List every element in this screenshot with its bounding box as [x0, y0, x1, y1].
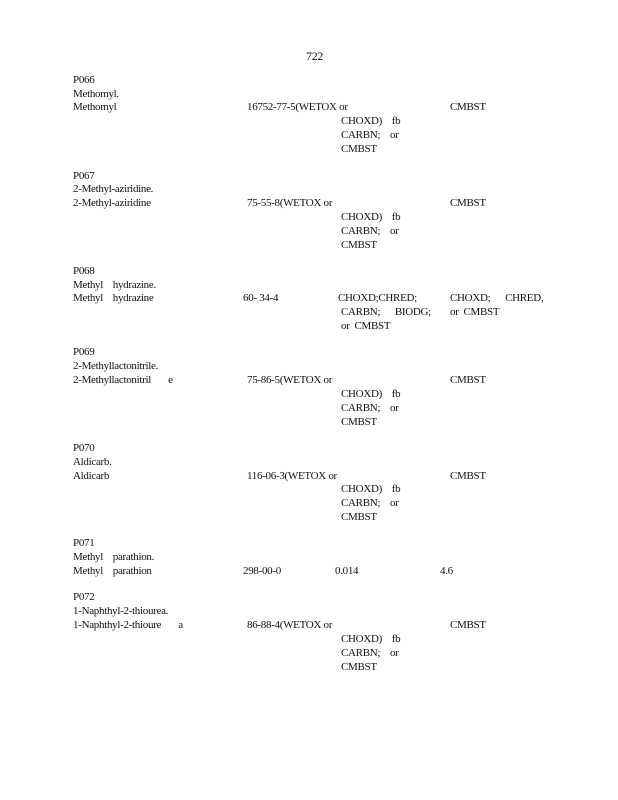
waste-code: P071 [73, 537, 95, 549]
wastewater-standard: CMBST [341, 143, 377, 155]
nonwastewater-standard: CMBST [450, 619, 486, 631]
wastewater-standard: 0.014 [335, 565, 359, 577]
nonwastewater-standard: CMBST [450, 470, 486, 482]
wastewater-standard: or CMBST [341, 320, 391, 332]
cas-number: 75-86-5(WETOX or [247, 374, 333, 386]
nonwastewater-standard: or CMBST [450, 306, 500, 318]
cas-number: 86-88-4(WETOX or [247, 619, 333, 631]
waste-name: Methyl hydrazine. [73, 279, 156, 291]
waste-name: Aldicarb. [73, 456, 112, 468]
constituent-name: 2-Methyl-aziridine [73, 197, 151, 209]
wastewater-standard: CHOXD;CHRED; [338, 292, 417, 304]
waste-name: 1-Naphthyl-2-thiourea. [73, 605, 169, 617]
waste-code: P072 [73, 591, 95, 603]
wastewater-standard: CHOXD) fb [341, 633, 401, 645]
waste-code: P068 [73, 265, 95, 277]
page-number: 722 [306, 49, 324, 63]
constituent-name: Methyl parathion [73, 565, 152, 577]
wastewater-standard: CARBN; or [341, 497, 399, 509]
wastewater-standard: CHOXD) fb [341, 388, 401, 400]
wastewater-standard: CMBST [341, 416, 377, 428]
constituent-name: 2-Methyllactonitril e [73, 374, 173, 386]
waste-code: P070 [73, 442, 95, 454]
constituent-name: Methyl hydrazine [73, 292, 154, 304]
wastewater-standard: CMBST [341, 661, 377, 673]
cas-number: 116-06-3(WETOX or [247, 470, 337, 482]
wastewater-standard: CHOXD) fb [341, 115, 401, 127]
wastewater-standard: CARBN; or [341, 647, 399, 659]
wastewater-standard: CHOXD) fb [341, 483, 401, 495]
waste-code: P066 [73, 74, 95, 86]
constituent-name: 1-Naphthyl-2-thioure a [73, 619, 183, 631]
cas-number: 60- 34-4 [243, 292, 279, 304]
wastewater-standard: CARBN; or [341, 225, 399, 237]
wastewater-standard: CMBST [341, 239, 377, 251]
waste-name: Methyl parathion. [73, 551, 155, 563]
nonwastewater-standard: CMBST [450, 101, 486, 113]
waste-name: Methomyl. [73, 88, 119, 100]
cas-number: 75-55-8(WETOX or [247, 197, 333, 209]
wastewater-standard: CHOXD) fb [341, 211, 401, 223]
constituent-name: Aldicarb [73, 470, 110, 482]
nonwastewater-standard: CMBST [450, 197, 486, 209]
nonwastewater-standard: CMBST [450, 374, 486, 386]
constituent-name: Methomyl [73, 101, 117, 113]
waste-name: 2-Methyl-aziridine. [73, 183, 154, 195]
wastewater-standard: CARBN; or [341, 402, 399, 414]
waste-code: P069 [73, 346, 95, 358]
nonwastewater-standard: 4.6 [440, 565, 453, 577]
wastewater-standard: CARBN; BIODG; [341, 306, 431, 318]
cas-number: 16752-77-5(WETOX or [247, 101, 348, 113]
waste-code: P067 [73, 170, 95, 182]
cas-number: 298-00-0 [243, 565, 281, 577]
wastewater-standard: CMBST [341, 511, 377, 523]
nonwastewater-standard: CHOXD; CHRED, [450, 292, 544, 304]
waste-name: 2-Methyllactonitrile. [73, 360, 159, 372]
wastewater-standard: CARBN; or [341, 129, 399, 141]
